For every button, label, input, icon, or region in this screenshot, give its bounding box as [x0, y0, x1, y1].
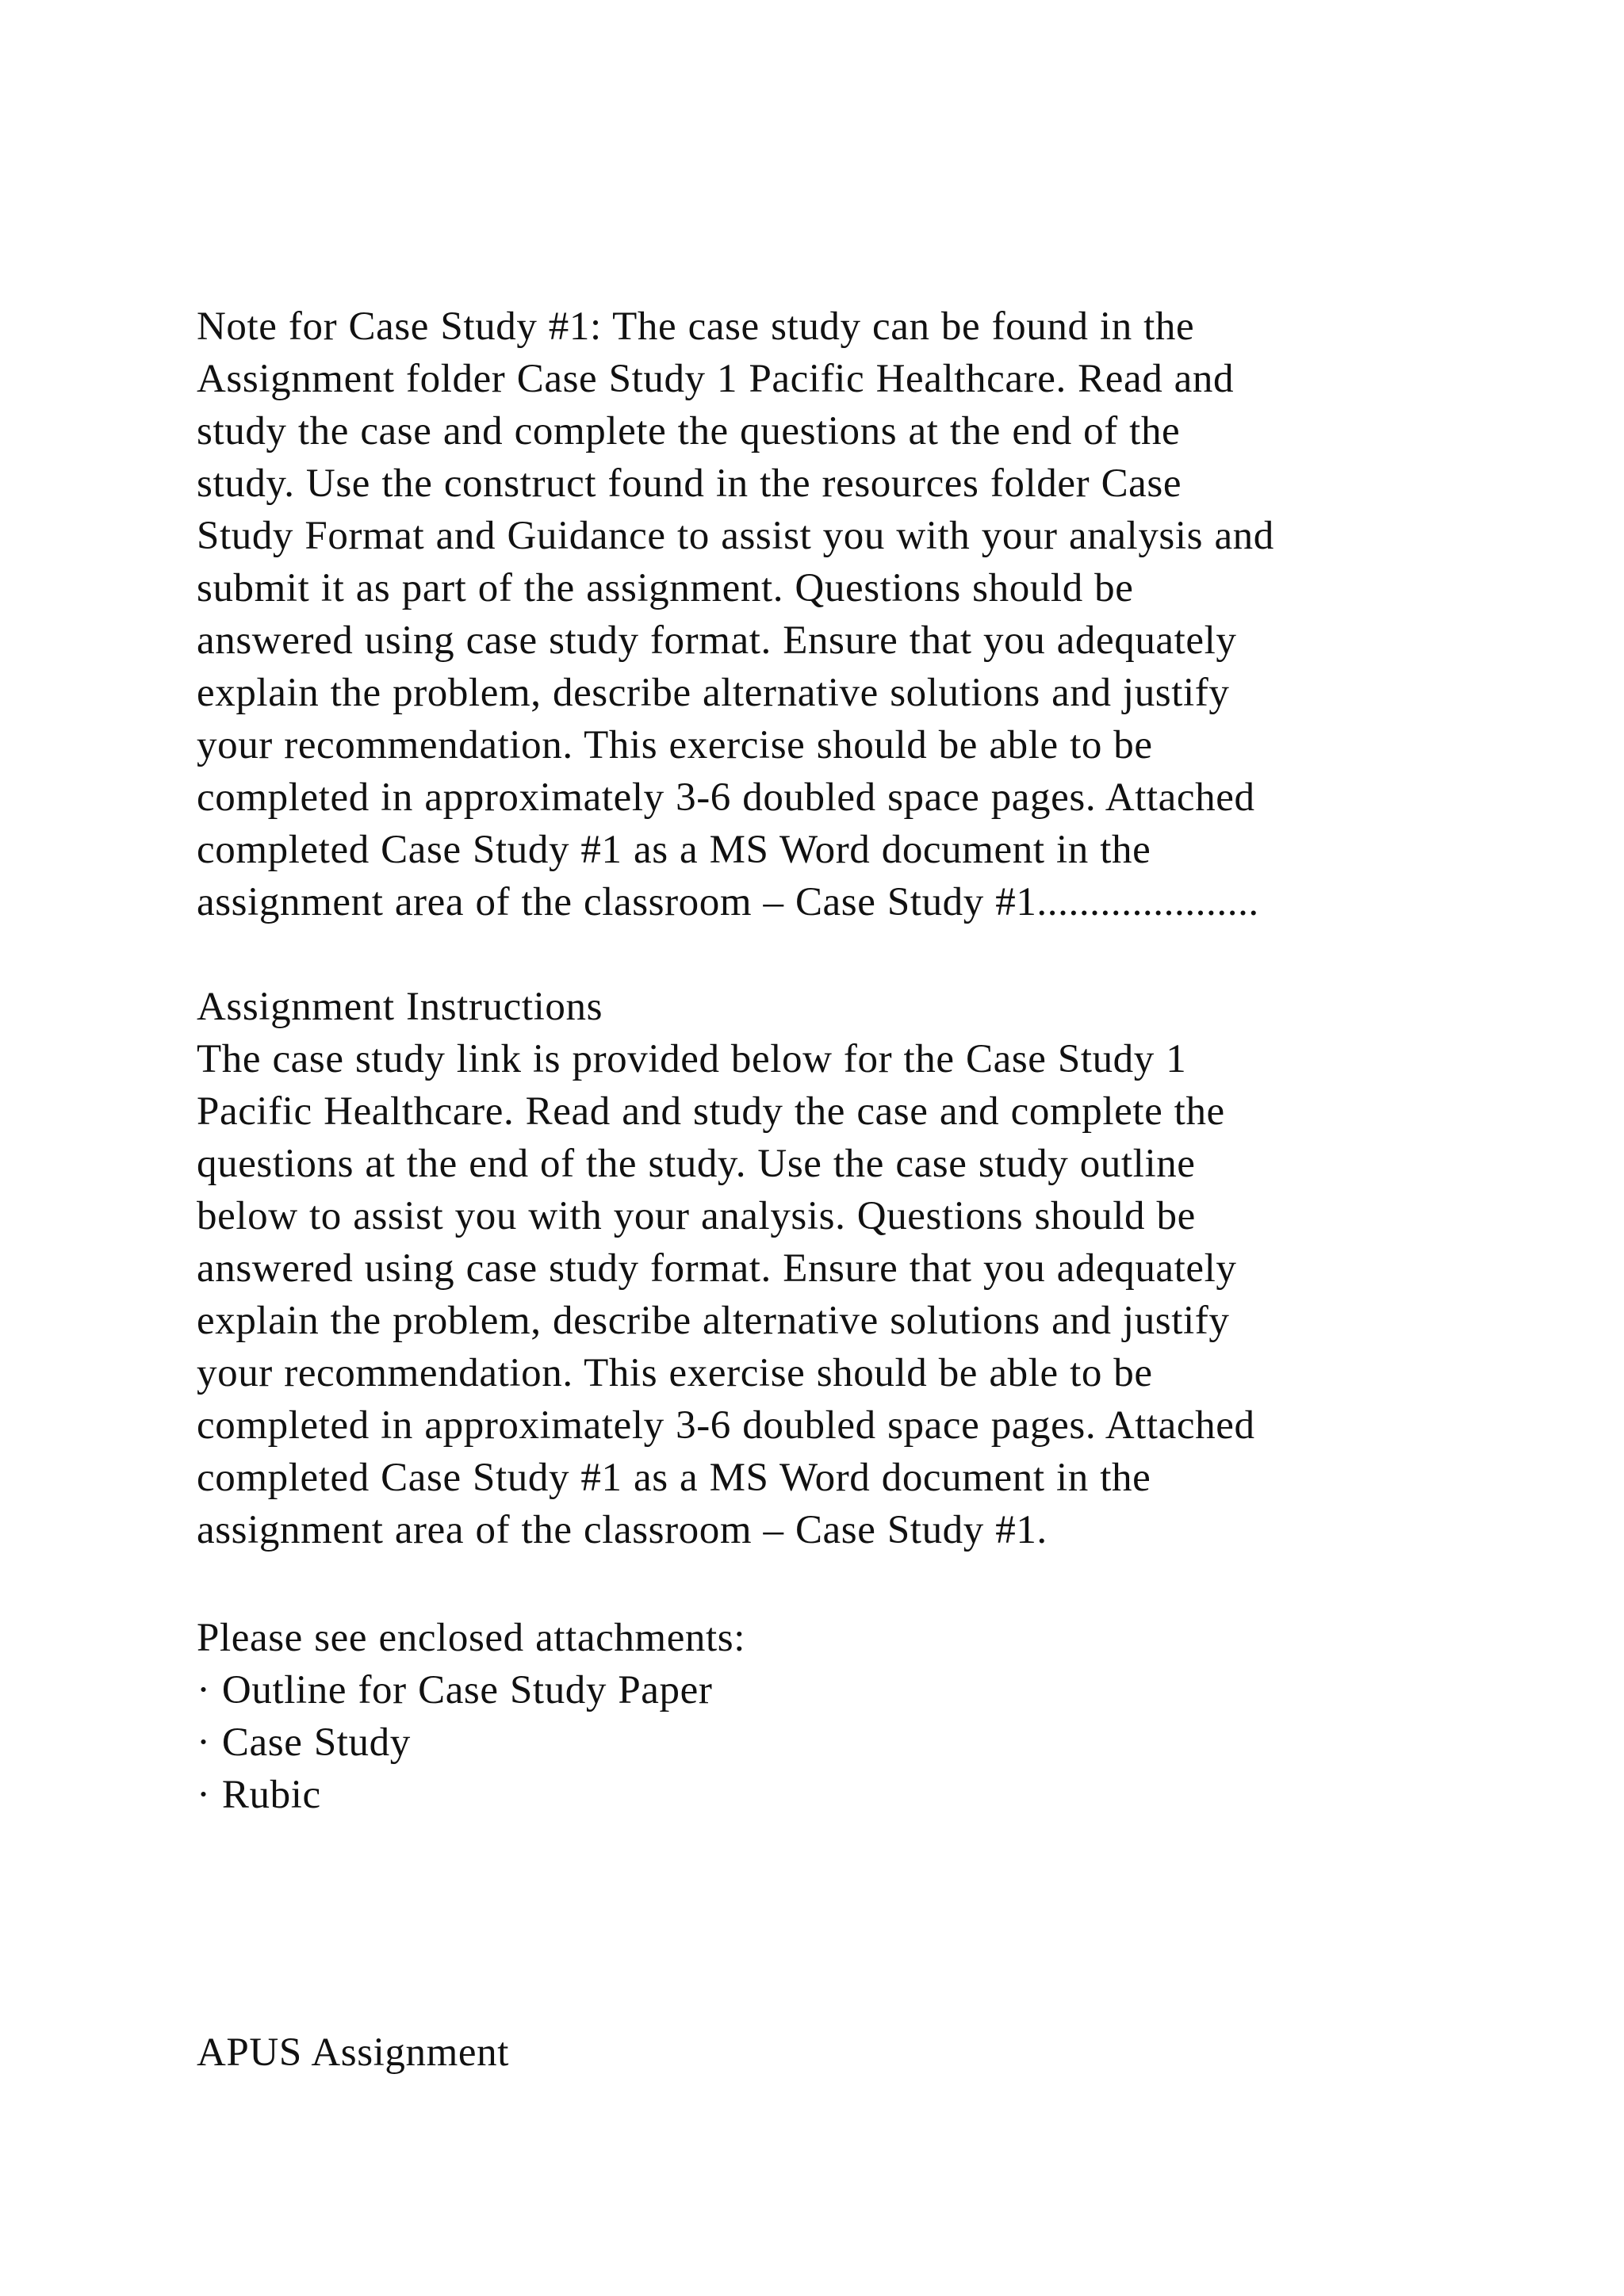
- note-line: your recommendation. This exercise should be able to be: [197, 723, 1153, 767]
- attachments-intro: Please see enclosed attachments:: [197, 1616, 746, 1660]
- note-line: completed Case Study #1 as a MS Word document in the: [197, 828, 1151, 872]
- instructions-heading: Assignment Instructions: [197, 985, 603, 1029]
- instructions-line: Pacific Healthcare. Read and study the case and complete the: [197, 1089, 1225, 1134]
- note-line: explain the problem, describe alternative solutions and justify: [197, 671, 1230, 715]
- note-line: completed in approximately 3-6 doubled space pages. Attached: [197, 775, 1255, 820]
- instructions-line: answered using case study format. Ensure that you adequately: [197, 1246, 1237, 1291]
- note-line: Note for Case Study #1: The case study can be found in the: [197, 304, 1195, 349]
- instructions-line: assignment area of the classroom – Case Study #1.: [197, 1508, 1048, 1552]
- footer-label: [197, 2026, 1465, 2079]
- note-line: study the case and complete the questions at the end of the: [197, 409, 1181, 453]
- note-line: submit it as part of the assignment. Questions should be: [197, 566, 1134, 610]
- note-line: Assignment folder Case Study 1 Pacific Healthcare. Read and: [197, 357, 1235, 401]
- note-line: study. Use the construct found in the resources folder Case: [197, 461, 1182, 506]
- attachment-item: · Outline for Case Study Paper: [197, 1668, 713, 1712]
- note-line: Study Format and Guidance to assist you with your analysis and: [197, 514, 1274, 558]
- instructions-line: The case study link is provided below for the Case Study 1: [197, 1037, 1187, 1081]
- note-line: assignment area of the classroom – Case Study #1.....................: [197, 880, 1259, 924]
- note-line: answered using case study format. Ensure that you adequately: [197, 618, 1237, 663]
- instructions-line: completed in approximately 3-6 doubled space pages. Attached: [197, 1403, 1255, 1448]
- case-study-note: [197, 300, 1465, 928]
- instructions-line: your recommendation. This exercise should be able to be: [197, 1351, 1153, 1395]
- instructions-line: explain the problem, describe alternative solutions and justify: [197, 1299, 1230, 1343]
- footer-text: APUS Assignment: [197, 2030, 509, 2075]
- attachment-item: · Case Study: [197, 1720, 411, 1765]
- instructions-line: questions at the end of the study. Use the case study outline: [197, 1142, 1196, 1186]
- instructions-line: below to assist you with your analysis. Questions should be: [197, 1194, 1196, 1238]
- attachment-item: · Rubic: [197, 1773, 321, 1817]
- assignment-instructions: [197, 981, 1465, 1556]
- instructions-line: completed Case Study #1 as a MS Word document in the: [197, 1456, 1151, 1500]
- attachments-section: [197, 1612, 1465, 1821]
